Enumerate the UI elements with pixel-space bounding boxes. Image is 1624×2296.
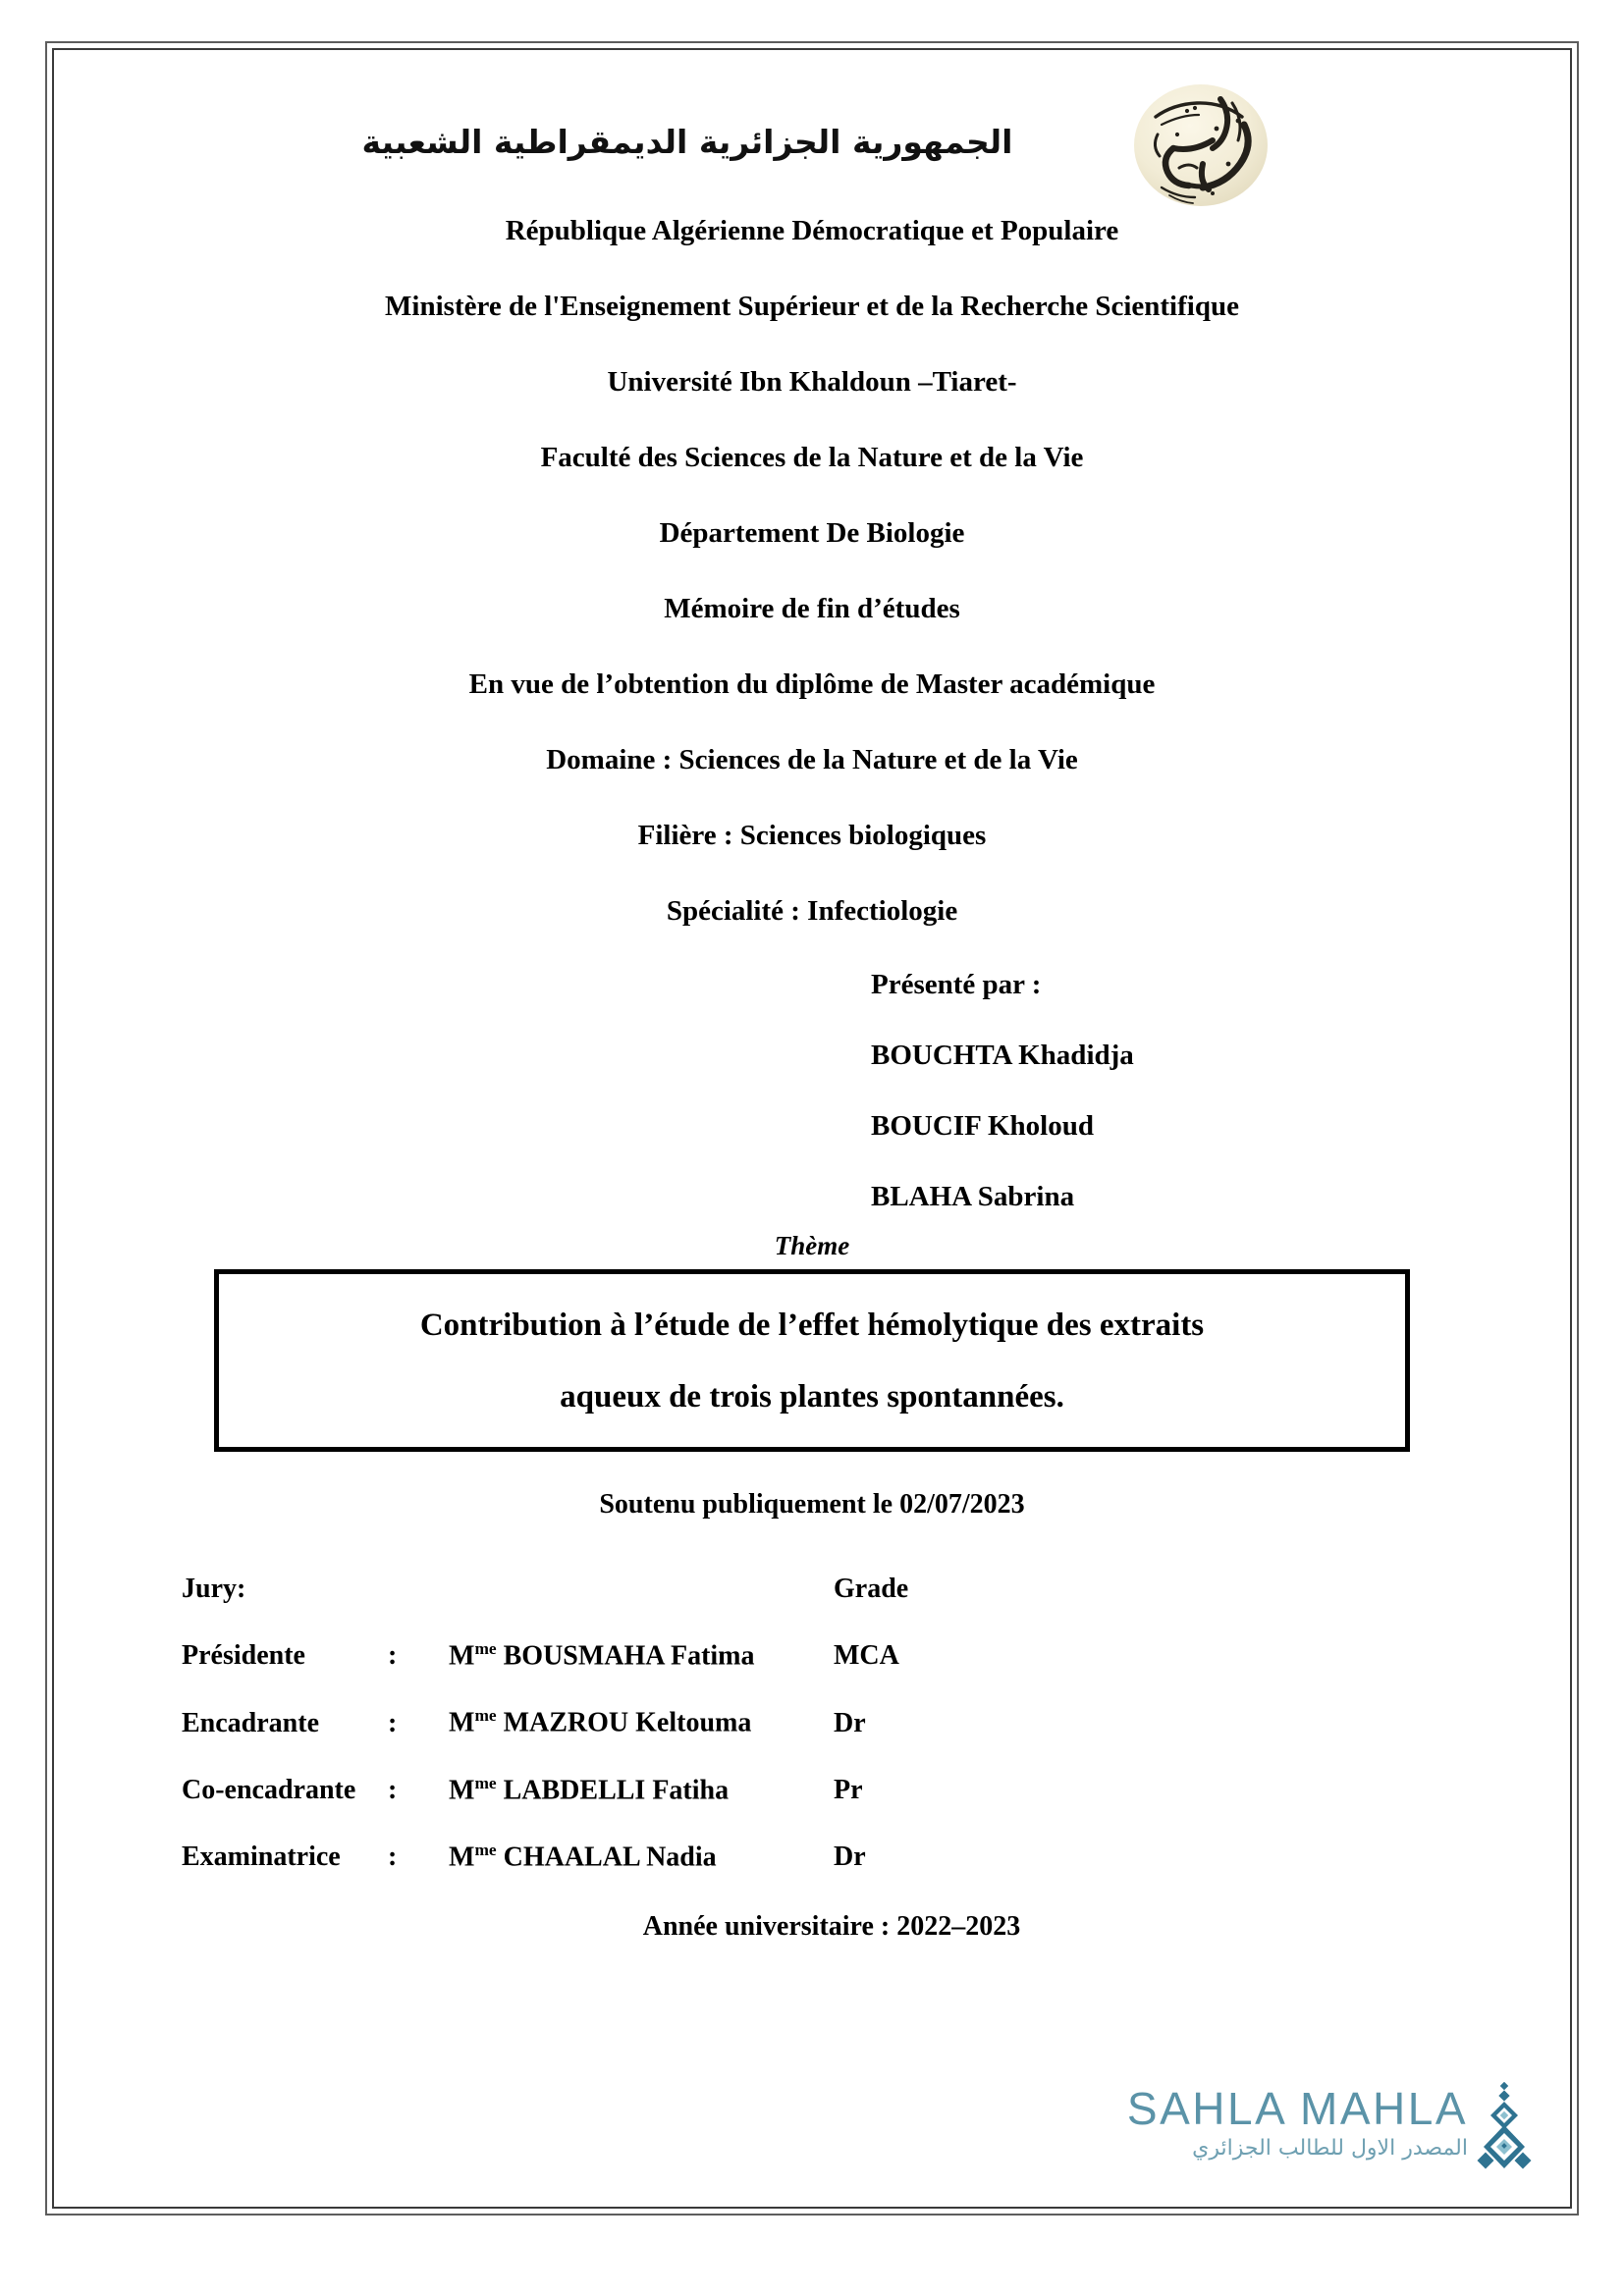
heading-university: Université Ibn Khaldoun –Tiaret- bbox=[607, 366, 1017, 398]
jury-grade: Dr bbox=[834, 1842, 866, 1873]
table-row bbox=[182, 1639, 951, 1706]
thesis-title-line: aqueux de trois plantes spontannées. bbox=[560, 1379, 1064, 1415]
watermark-subtitle: المصدر الاول للطالب الجزائري bbox=[1192, 2136, 1468, 2161]
defense-date: Soutenu publiquement le 02/07/2023 bbox=[599, 1489, 1025, 1520]
heading-memoire: Mémoire de fin d’études bbox=[664, 593, 960, 624]
author-name: BOUCHTA Khadidja bbox=[871, 1040, 1134, 1071]
heading-department: Département De Biologie bbox=[659, 517, 965, 549]
spacer bbox=[54, 548, 1570, 595]
heading-specialty: Spécialité : Infectiologie bbox=[666, 895, 958, 927]
heading-ministry: Ministère de l'Enseignement Supérieur et de la Recherche Scientifique bbox=[385, 291, 1239, 322]
heading-faculty: Faculté des Sciences de la Nature et de la Vie bbox=[540, 442, 1084, 473]
page-sheet bbox=[45, 41, 1579, 2216]
honorific: M bbox=[449, 1707, 475, 1738]
spacer bbox=[54, 699, 1570, 746]
jury-header-spacer2 bbox=[449, 1574, 834, 1639]
heading-domain: Domaine : Sciences de la Nature et de la Vie bbox=[546, 744, 1078, 775]
jury-role: Encadrante bbox=[182, 1707, 319, 1738]
jury-header-row bbox=[182, 1574, 951, 1639]
presented-by-block bbox=[54, 971, 1570, 1211]
jury-header-spacer bbox=[388, 1574, 449, 1639]
spacer bbox=[54, 245, 1570, 293]
honorific-suffix: me bbox=[474, 1706, 497, 1726]
honorific-suffix: me bbox=[474, 1773, 497, 1792]
grade-column-header: Grade bbox=[834, 1574, 909, 1604]
spacer bbox=[54, 397, 1570, 444]
jury-grade: Dr bbox=[834, 1707, 866, 1738]
jury-member-name bbox=[449, 1841, 834, 1907]
member-fullname: LABDELLI Fatiha bbox=[503, 1774, 730, 1805]
member-fullname: BOUSMAHA Fatima bbox=[503, 1640, 755, 1672]
theme-label: Thème bbox=[774, 1231, 850, 1260]
sahla-mahla-watermark bbox=[1126, 2083, 1535, 2181]
heading-republic: République Algérienne Démocratique et Populaire bbox=[505, 215, 1119, 246]
member-fullname: CHAALAL Nadia bbox=[503, 1842, 717, 1873]
honorific: M bbox=[449, 1842, 475, 1873]
jury-colon: : bbox=[388, 1842, 398, 1873]
page-border-inner bbox=[52, 48, 1572, 2209]
spacer bbox=[54, 623, 1570, 670]
jury-grade: MCA bbox=[834, 1640, 899, 1672]
jury-table bbox=[182, 1574, 951, 1907]
jury-member-name bbox=[449, 1706, 834, 1773]
university-logo bbox=[1118, 70, 1283, 222]
arabic-republic-header: الجمهورية الجزائرية الديمقراطية الشعبية bbox=[361, 123, 1013, 161]
jury-colon: : bbox=[388, 1774, 398, 1805]
spacer bbox=[54, 472, 1570, 519]
jury-colon: : bbox=[388, 1707, 398, 1738]
table-row bbox=[182, 1841, 951, 1907]
watermark-text bbox=[1126, 2083, 1468, 2163]
thesis-title-line: Contribution à l’étude de l’effet hémolytique des extraits bbox=[419, 1308, 1205, 1343]
academic-year: Année universitaire : 2022–2023 bbox=[642, 1911, 1021, 1943]
spacer bbox=[54, 774, 1570, 822]
author-name: BLAHA Sabrina bbox=[871, 1181, 1075, 1212]
document-header bbox=[54, 50, 1570, 217]
jury-member-name bbox=[449, 1774, 834, 1841]
honorific-suffix: me bbox=[474, 1639, 497, 1658]
watermark-title: SAHLA MAHLA bbox=[1126, 2083, 1468, 2134]
heading-filiere: Filière : Sciences biologiques bbox=[637, 820, 987, 851]
spacer bbox=[54, 850, 1570, 897]
presented-by-label: Présenté par : bbox=[871, 969, 1042, 1000]
heading-diploma: En vue de l’obtention du diplôme de Master académique bbox=[468, 668, 1156, 700]
table-row bbox=[182, 1706, 951, 1773]
table-row bbox=[182, 1774, 951, 1841]
theme-box bbox=[214, 1269, 1410, 1452]
jury-role: Examinatrice bbox=[182, 1842, 341, 1873]
jury-colon: : bbox=[388, 1640, 398, 1672]
jury-member-name bbox=[449, 1639, 834, 1706]
honorific-suffix: me bbox=[474, 1840, 497, 1859]
jury-grade: Pr bbox=[834, 1774, 863, 1805]
honorific: M bbox=[449, 1774, 475, 1805]
spacer bbox=[54, 321, 1570, 368]
member-fullname: MAZROU Keltouma bbox=[503, 1707, 752, 1738]
jury-role: Co-encadrante bbox=[182, 1774, 356, 1805]
honorific: M bbox=[449, 1640, 475, 1672]
author-name: BOUCIF Kholoud bbox=[871, 1110, 1094, 1142]
page-content bbox=[54, 50, 1570, 2207]
sahla-mahla-diamond-icon bbox=[1474, 2082, 1535, 2181]
jury-section bbox=[54, 1574, 1570, 1907]
jury-role: Présidente bbox=[182, 1640, 305, 1672]
jury-label: Jury: bbox=[182, 1574, 246, 1604]
